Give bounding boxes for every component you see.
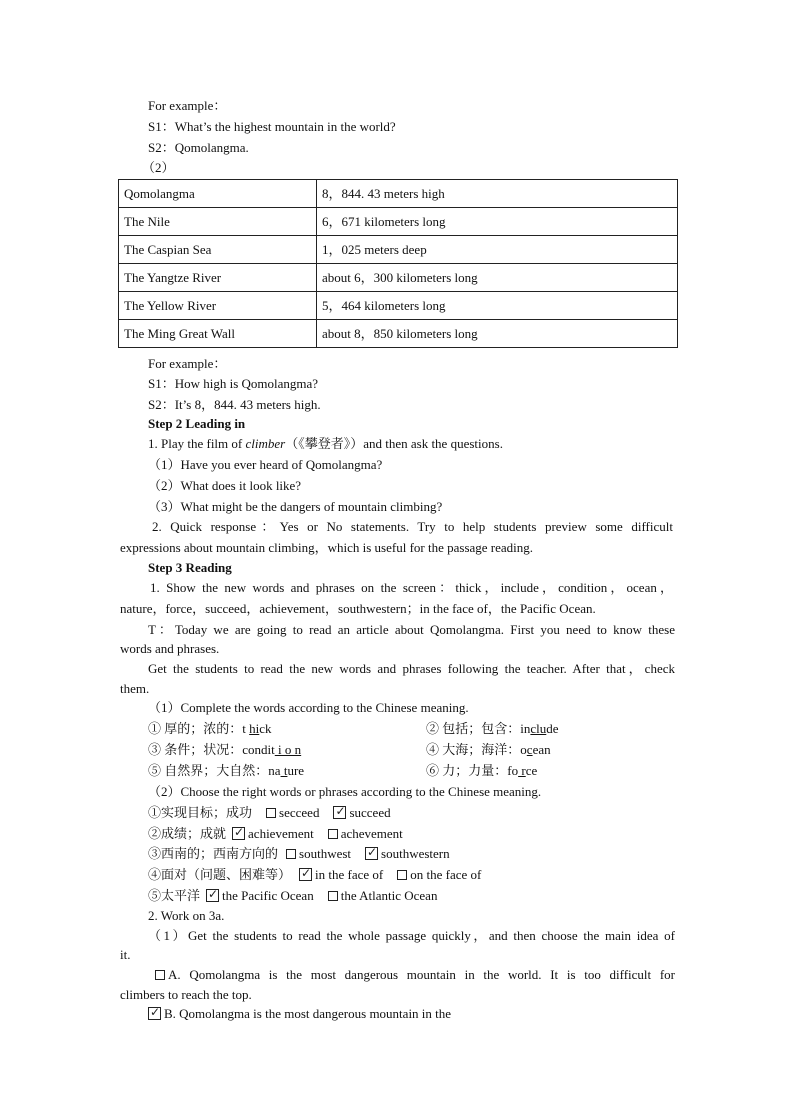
- word-item-5: ⑤ 自然界；大自然：na ture: [148, 763, 305, 778]
- table-cell-fact: about 8，850 kilometers long: [317, 320, 678, 348]
- table-cell-name: The Yellow River: [119, 292, 317, 320]
- instruction-line-2: them.: [120, 681, 150, 696]
- table-cell-fact: 6，671 kilometers long: [317, 208, 678, 236]
- instruction-line-1: Get the students to read the new words and phrases following the teacher. After that，check: [148, 661, 675, 676]
- word-item-3: ③ 条件；状况：condit i o n: [148, 742, 302, 757]
- option-a-line1: A. Qomolangma is the most dangerous mountain in the world. It is too difficult for: [155, 968, 675, 981]
- table-row: [119, 180, 678, 208]
- step2-question-3: （3）What might be the dangers of mountain climbing?: [148, 499, 443, 514]
- option-a-line2: climbers to reach the top.: [120, 987, 252, 1002]
- teacher-line-2: words and phrases.: [120, 641, 220, 656]
- checkbox-checked[interactable]: [365, 847, 378, 860]
- step2-heading: Step 2 Leading in: [148, 416, 246, 431]
- table-cell-fact: 5，464 kilometers long: [317, 292, 678, 320]
- choice-item-3: ③西南的；西南方向的 southwest✓ southwestern: [148, 847, 450, 860]
- table-row: [119, 292, 678, 320]
- teacher-line-1: T：Today we are going to read an article about Qomolangma. First you need to know these: [148, 622, 675, 637]
- step2-item1: 1. Play the film of climber（《攀登者》）and then ask the questions.: [148, 436, 503, 451]
- step3-item1-line2: nature，force，succeed，achievement，southwestern；in the face of，the Pacific Ocean.: [120, 601, 596, 616]
- table-row: [119, 320, 678, 348]
- sub-instruction-2: （2）Choose the right words or phrases according to the Chinese meaning.: [148, 784, 542, 799]
- table-cell-name: The Ming Great Wall: [119, 320, 317, 348]
- facts-table: [118, 179, 678, 348]
- dialogue-line-s2: S2：It’s 8，844. 43 meters high.: [148, 397, 321, 412]
- checkbox-checked[interactable]: [232, 827, 245, 840]
- table-cell-fact: 1，025 meters deep: [317, 236, 678, 264]
- dialogue-line-s1: S1：How high is Qomolangma?: [148, 376, 319, 391]
- dialogue-line-s2: S2：Qomolangma.: [148, 140, 249, 155]
- checkbox-checked[interactable]: [299, 868, 312, 881]
- choice-item-1: ①实现目标；成功 secceed✓ succeed: [148, 806, 391, 819]
- table-row: [119, 236, 678, 264]
- checkbox-checked[interactable]: [206, 889, 219, 902]
- step2-item2-line2: expressions about mountain climbing，which is useful for the passage reading.: [120, 540, 534, 555]
- table-cell-name: The Nile: [119, 208, 317, 236]
- sub-instruction-1: （1）Complete the words according to the Chinese meaning.: [148, 700, 469, 715]
- dialogue-line-s1: S1：What’s the highest mountain in the world?: [148, 119, 396, 134]
- choice-item-5: ⑤太平洋✓ the Pacific Ocean the Atlantic Ocean: [148, 889, 437, 902]
- choice-item-2: ②成绩；成就✓ achievement achevement: [148, 827, 403, 840]
- example-label: For example：: [148, 98, 227, 113]
- table-row: [119, 264, 678, 292]
- step2-question-1: （1）Have you ever heard of Qomolangma?: [148, 457, 383, 472]
- checkbox-checked[interactable]: [148, 1007, 161, 1020]
- example-label: For example：: [148, 356, 227, 371]
- table-cell-name: The Yangtze River: [119, 264, 317, 292]
- table-cell-name: The Caspian Sea: [119, 236, 317, 264]
- checkbox-unchecked[interactable]: [155, 970, 165, 980]
- checkbox-unchecked[interactable]: [286, 849, 296, 859]
- table-cell-fact: about 6，300 kilometers long: [317, 264, 678, 292]
- word-item-4: ④ 大海；海洋：ocean: [426, 742, 551, 757]
- work-instruction-line2: it.: [120, 947, 131, 962]
- film-title: climber: [245, 436, 286, 451]
- word-item-1: ① 厚的；浓的：t hick: [148, 721, 272, 736]
- table-cell-fact: 8，844. 43 meters high: [317, 180, 678, 208]
- checkbox-unchecked[interactable]: [397, 870, 407, 880]
- word-item-6: ⑥ 力；力量：fo rce: [426, 763, 538, 778]
- table-cell-name: Qomolangma: [119, 180, 317, 208]
- checkbox-unchecked[interactable]: [328, 829, 338, 839]
- step3-item1-line1: 1. Show the new words and phrases on the screen：thick，include，condition，ocean，: [150, 580, 673, 595]
- table-row: [119, 208, 678, 236]
- step2-question-2: （2）What does it look like?: [148, 478, 302, 493]
- checkbox-unchecked[interactable]: [328, 891, 338, 901]
- section-number: （2）: [142, 160, 175, 175]
- option-b-line1: ✓B. Qomolangma is the most dangerous mountain in the: [148, 1007, 451, 1020]
- word-item-2: ② 包括；包含：include: [426, 721, 559, 736]
- checkbox-unchecked[interactable]: [266, 808, 276, 818]
- step3-heading: Step 3 Reading: [148, 560, 232, 575]
- step2-item2-line1: 2. Quick response：Yes or No statements. Try to help students preview some difficult: [152, 519, 673, 534]
- checkbox-checked[interactable]: [333, 806, 346, 819]
- work-instruction-line1: （1）Get the students to read the whole passage quickly，and then choose the main idea of: [148, 928, 675, 943]
- choice-item-4: ④面对（问题、困难等）✓ in the face of on the face of: [148, 868, 481, 881]
- step3-item2: 2. Work on 3a.: [148, 908, 225, 923]
